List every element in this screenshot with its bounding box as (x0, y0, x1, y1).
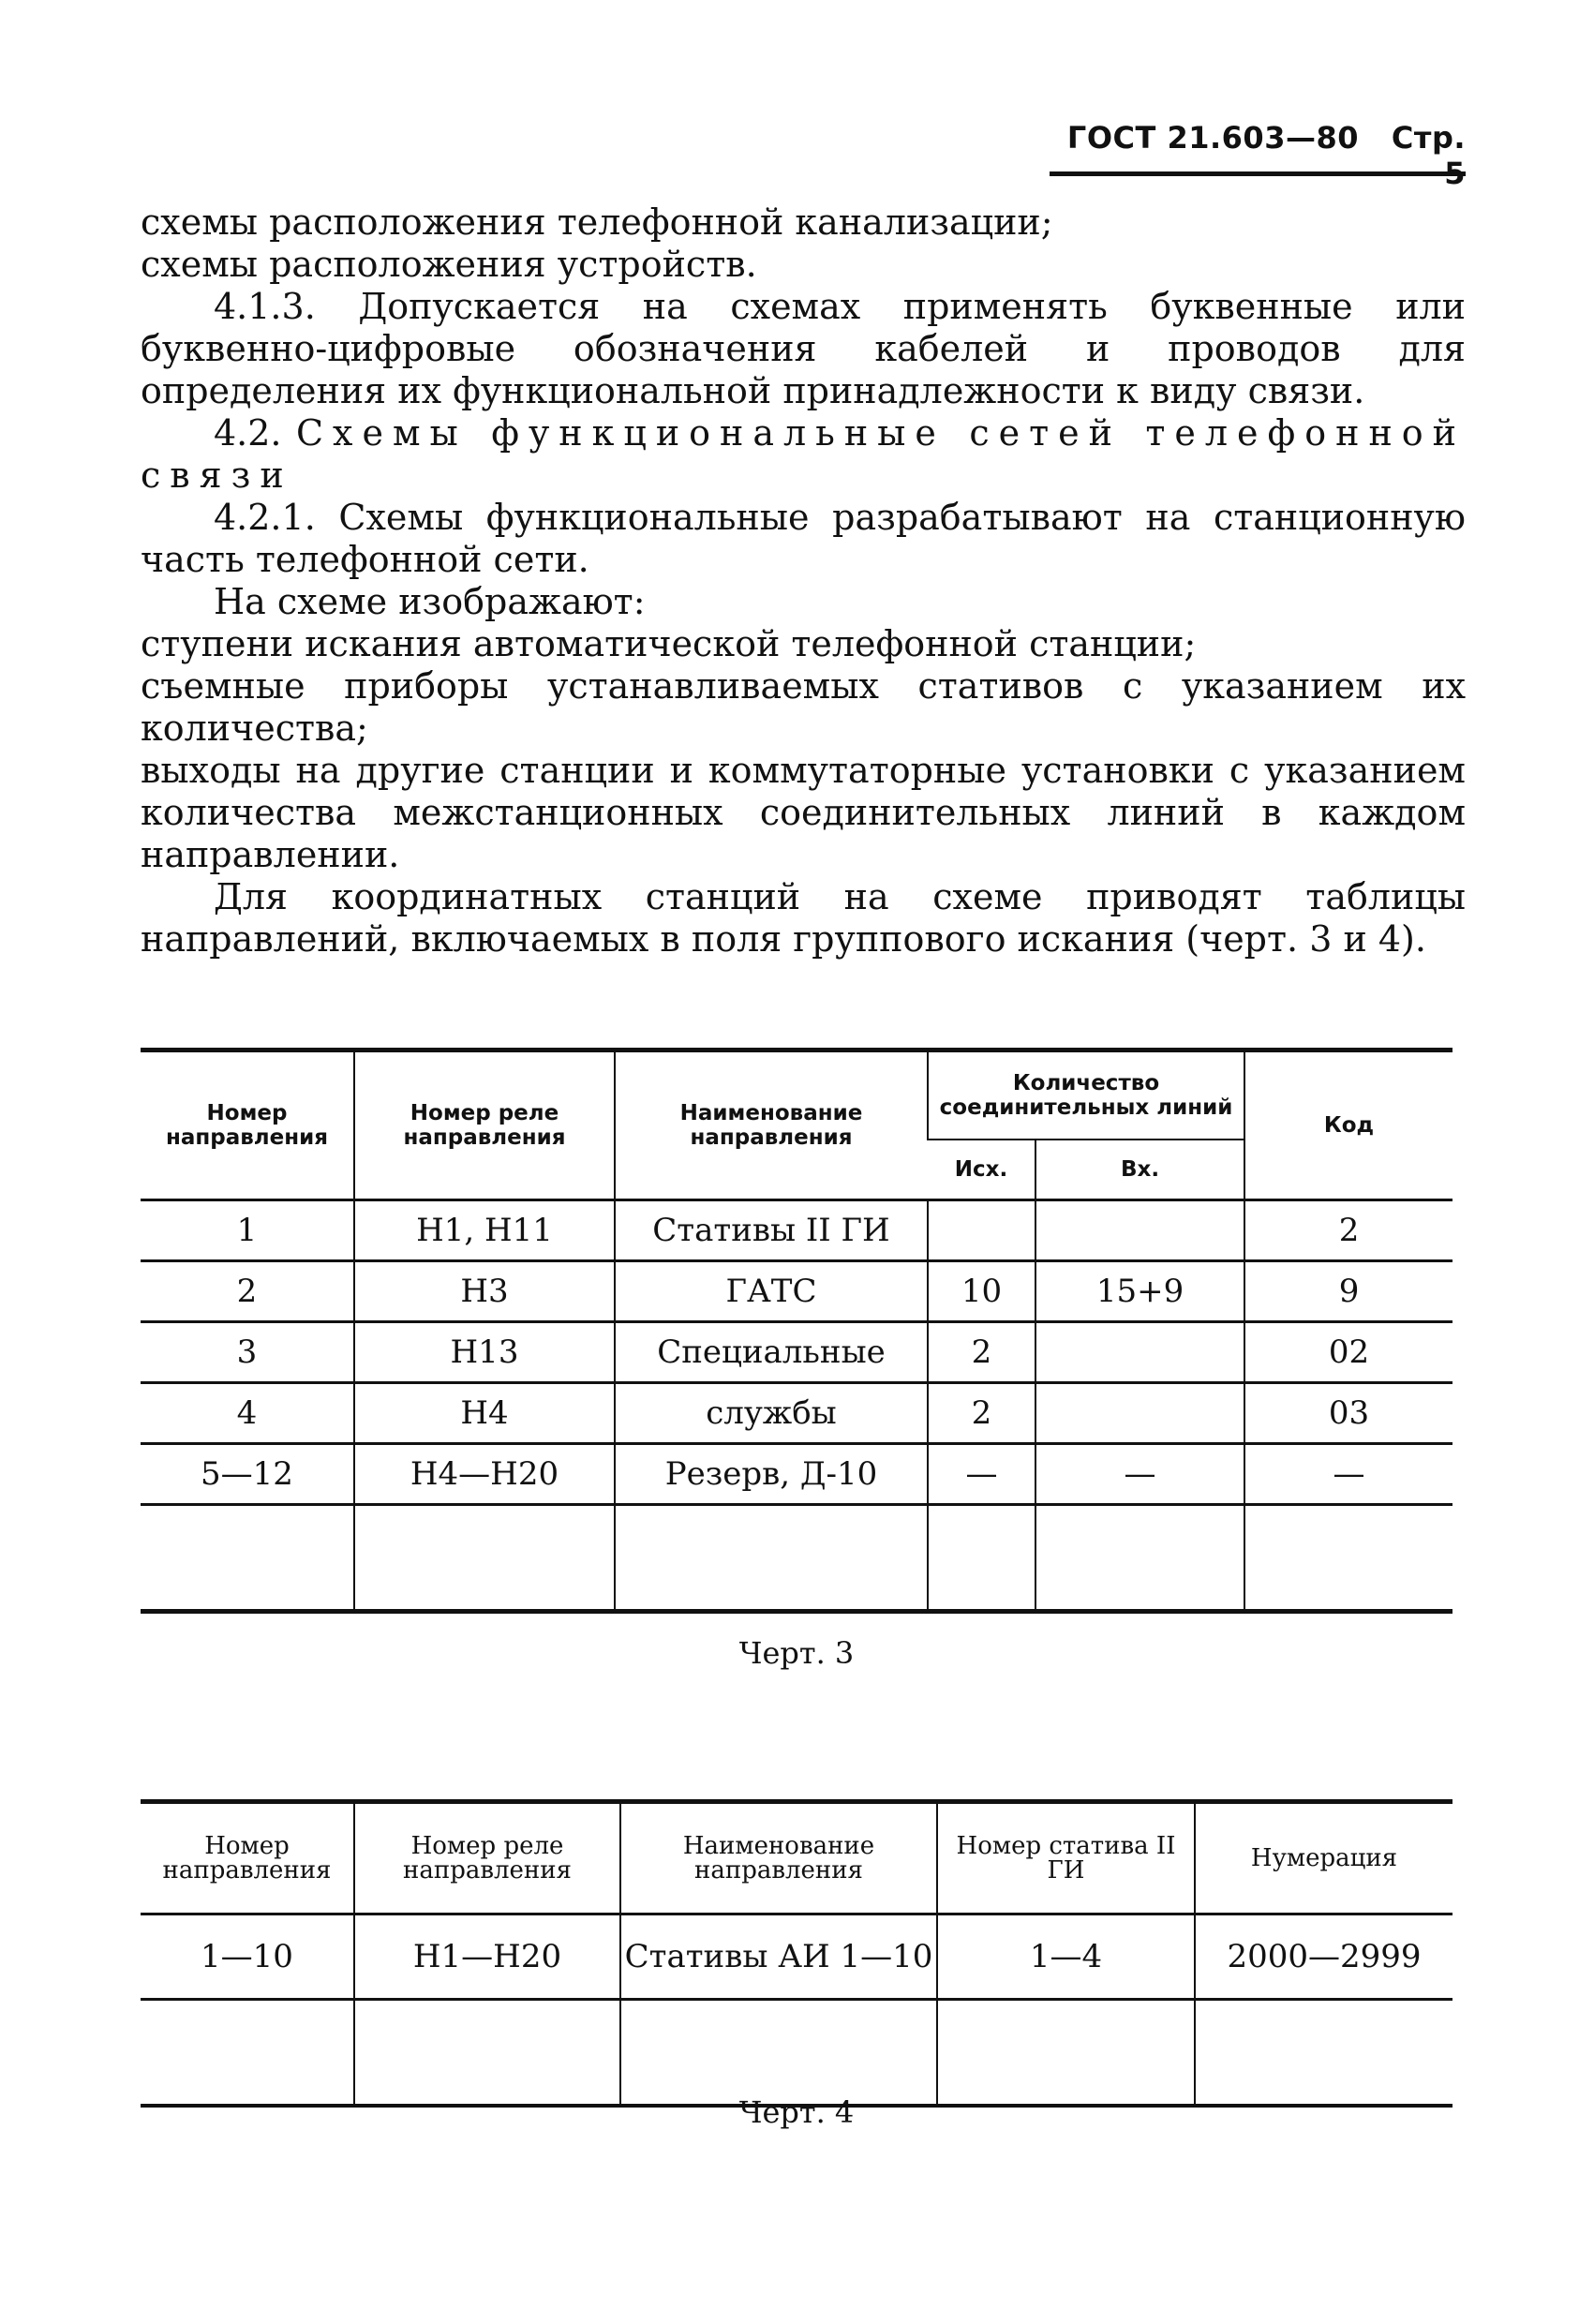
page-number: Стр. (1391, 120, 1466, 156)
t3-cell-out: — (928, 1444, 1035, 1505)
table-row-empty (141, 2000, 1452, 2107)
t3-header-lines: Количество соединительных линий (928, 1050, 1244, 1140)
table-row (141, 1322, 1452, 1383)
t3-cell-code: 2 (1244, 1200, 1452, 1261)
paragraph-4-1-3: 4.1.3. Допускается на схемах применять буквенные или буквенно-цифровые обозначения кабелей и проводов для определения их функциональной принадлежности к виду связи. (141, 286, 1466, 411)
table-row (141, 1200, 1452, 1261)
list-item-1: ступени искания автоматической телефонной станции; (141, 623, 1197, 664)
t4-cell-rack: 1—4 (937, 1914, 1195, 2000)
caption-chart-4: Черт. 4 (738, 2094, 855, 2130)
t3-cell-in (1035, 1322, 1244, 1383)
list-item-3: выходы на другие станции и коммутаторные установки с указанием количества межстанционных соединительных линий в каждом направлении. (141, 750, 1466, 875)
t3-cell-in: — (1035, 1444, 1244, 1505)
section-number: 4.2. (214, 412, 282, 454)
paragraph-4-2-1: 4.2.1. Схемы функциональные разрабатывают на станционную часть телефонной сети. (141, 497, 1466, 580)
t4-cell-name: Стативы АИ 1—10 (620, 1914, 937, 2000)
section-heading-4-2 (141, 412, 1466, 497)
table-row (141, 1383, 1452, 1444)
t3-cell-name: ГАТС (615, 1261, 928, 1322)
gost-code: ГОСТ 21.603—80 (1066, 120, 1359, 156)
t3-header-incoming: Вх. (1035, 1140, 1244, 1200)
t3-cell-in (1035, 1200, 1244, 1261)
t3-cell-relay: Н1, Н11 (354, 1200, 615, 1261)
t3-cell-out: 2 (928, 1383, 1035, 1444)
intro-line: На схеме изображают: (214, 581, 646, 622)
t3-cell-number: 2 (141, 1261, 354, 1322)
t3-cell-out: 2 (928, 1322, 1035, 1383)
t3-header-outgoing: Исх. (954, 1157, 1008, 1182)
t4-header-relay: Номер реле направления (354, 1802, 620, 1914)
t3-cell-relay: Н3 (354, 1261, 615, 1322)
t3-cell-in: 15+9 (1035, 1261, 1244, 1322)
header-rule (1050, 171, 1466, 176)
table-chart-3 (141, 1048, 1452, 1614)
t3-cell-number: 4 (141, 1383, 354, 1444)
t4-header-name: Наименование направления (620, 1802, 937, 1914)
t3-cell-out: 10 (928, 1261, 1035, 1322)
t3-cell-name: Стативы II ГИ (615, 1200, 928, 1261)
text-line-2: схемы расположения устройств. (141, 244, 757, 285)
t3-cell-number: 3 (141, 1322, 354, 1383)
t3-cell-code: — (1244, 1444, 1452, 1505)
section-title: Схемы функциональные сетей телефонной связи (141, 412, 1466, 496)
t3-header-name: Наименование направления (615, 1050, 928, 1200)
table-row-empty (141, 1505, 1452, 1612)
t3-cell-out (928, 1200, 1035, 1261)
t3-cell-in (1035, 1383, 1244, 1444)
table-row (141, 1914, 1452, 2000)
text-line-1: схемы расположения телефонной канализации; (141, 201, 1053, 243)
table-row (141, 1261, 1452, 1322)
t3-cell-relay: Н13 (354, 1322, 615, 1383)
body-text (141, 201, 1466, 961)
t3-cell-relay: Н4—Н20 (354, 1444, 615, 1505)
paragraph-last: Для координатных станций на схеме приводят таблицы направлений, включаемых в поля группового искания (черт. 3 и 4). (141, 876, 1466, 960)
t3-cell-code: 9 (1244, 1261, 1452, 1322)
t3-cell-relay: Н4 (354, 1383, 615, 1444)
t4-header-numbering: Нумерация (1195, 1802, 1452, 1914)
t4-cell-numbering: 2000—2999 (1195, 1914, 1452, 2000)
t4-cell-number: 1—10 (141, 1914, 354, 2000)
t3-cell-name: Специальные (615, 1322, 928, 1383)
t4-header-rack: Номер статива II ГИ (937, 1802, 1195, 1914)
t3-header-relay: Номер реле направления (354, 1050, 615, 1200)
t3-cell-number: 1 (141, 1200, 354, 1261)
table-row (141, 1444, 1452, 1505)
list-item-2: съемные приборы устанавливаемых стативов с указанием их количества; (141, 665, 1466, 749)
t3-cell-code: 03 (1244, 1383, 1452, 1444)
t4-cell-relay: Н1—Н20 (354, 1914, 620, 2000)
caption-chart-3: Черт. 3 (738, 1635, 855, 1671)
t3-cell-name: службы (615, 1383, 928, 1444)
t4-header-number: Номер направления (141, 1802, 354, 1914)
t3-cell-code: 02 (1244, 1322, 1452, 1383)
t3-header-code: Код (1244, 1050, 1452, 1200)
t3-cell-name: Резерв, Д-10 (615, 1444, 928, 1505)
t3-header-number: Номер направления (165, 1101, 329, 1150)
table-chart-4 (141, 1799, 1452, 2108)
t3-cell-number: 5—12 (141, 1444, 354, 1505)
page-header (1050, 120, 1466, 176)
